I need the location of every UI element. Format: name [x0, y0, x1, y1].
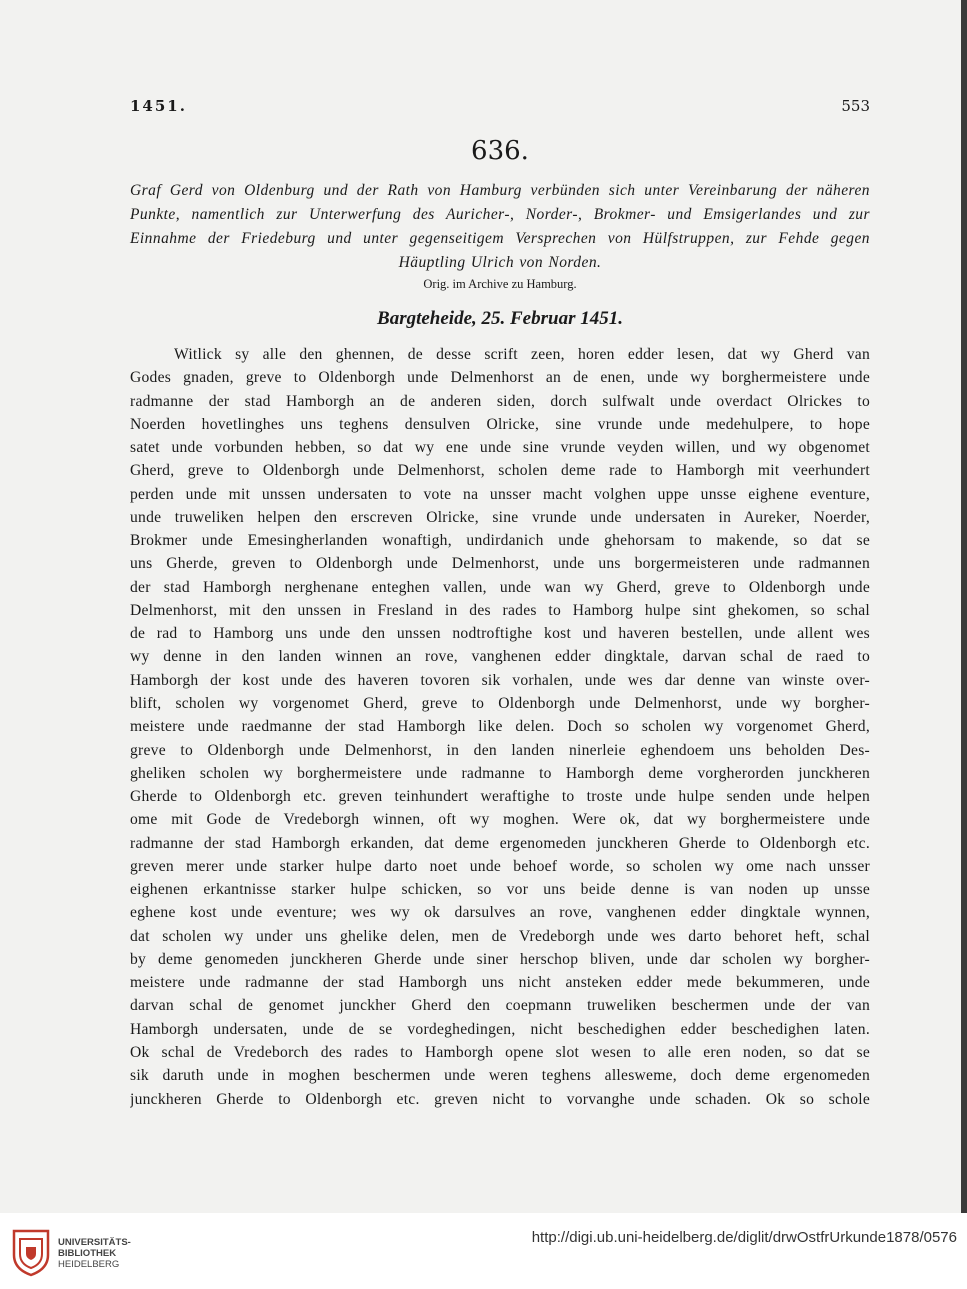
document-body: [130, 343, 870, 1111]
date-line: Bargteheide, 25. Februar 1451.: [377, 308, 623, 329]
library-name[interactable]: [58, 1237, 131, 1270]
page-number: 553: [841, 97, 870, 115]
page-header: [130, 97, 870, 117]
text-line: meistere unde raedmanne der stad Hamborgh like delen. Doch so scholen wy vorgenomet Gherd,: [130, 718, 870, 736]
text-line: ome mit Gode de Vredeborgh winnen, oft wy moghen. Were ok, dat wy borghermeistere unde: [130, 811, 870, 829]
text-line: Gherd, greve to Oldenborgh unde Delmenhorst, scholen deme rade to Hamborgh mit veerhundert: [130, 462, 870, 480]
text-line: de rad to Hamborg uns unde den unssen nodtroftighe kost und haveren bestellen, unde allent wes: [130, 625, 870, 643]
text-line: radmanne der stad Hamborgh an de anderen siden, dorch sulfwalt unde overdact Olrickes to: [130, 392, 870, 410]
text-line: meistere unde radmanne der stad Hamborgh uns nicht ansteken edder mede bekummeren, unde: [130, 974, 870, 992]
text-line: blift, scholen wy vorgenomet Gherd, greve to Oldenborgh unde Delmenhorst, unde wy borgher-: [130, 694, 870, 712]
text-line: Noerden hovetlinghes uns teghens densulven Olricke, sine vrunde unde medehulpere, to hope: [130, 415, 870, 433]
text-line: greve to Oldenborgh unde Delmenhorst, in den landen ninerleie eghendoem uns beholden Des-: [130, 741, 870, 759]
footer-bar: [0, 1213, 967, 1289]
text-line: radmanne der stad Hamborgh erkanden, dat deme ergenomeden junckheren Gherde to Oldenborgh etc.: [130, 834, 870, 852]
text-line: dat scholen wy under uns ghelike delen, men de Vredeborgh unde wes darto behoret heft, schal: [130, 927, 870, 945]
scan-edge: [961, 0, 967, 1213]
text-line: der stad Hamborgh nerghenane enteghen vallen, unde wan wy Gherd, greve to Oldenborgh unde: [130, 578, 870, 596]
text-line: perden unde mit unssen undersaten to vote na unsser macht volghen uppe unsse eighene eventure,: [130, 485, 870, 503]
text-line: Ok schal de Vredeborch des rades to Hamborgh opene slot wesen to alle eren noden, so dat se: [130, 1043, 870, 1061]
text-line: sik daruth unde in moghen beschermen unde weren teghens allesweme, doch deme ergenomeden: [130, 1067, 870, 1085]
library-name-line-2: BIBLIOTHEK: [58, 1248, 117, 1259]
text-line: Delmenhorst, mit den unssen in Fresland in des rades to Hamborg hulpe sint ghekomen, so schal: [130, 601, 870, 619]
regest-summary: Graf Gerd von Oldenburg und der Rath von Hamburg verbünden sich unter Vereinbarung der näheren Punkte, namentlich zur Unterwerfung des Auricher-, Norder-, Brokmer- und Emsigerlandes und zur Einnahme der Friedeburg und unter gegenseitigem Versprechen von Hülfstruppen, zur Fehde gegen Häuptling Ulrich von Norden.: [130, 182, 870, 271]
text-line: Brokmer unde Emesingherlanden wonaftigh, undirdanich unde ghehorsam to makende, so dat se: [130, 532, 870, 550]
text-line: eighenen erkantnisse starker hulpe schicken, so vor uns beide denne is van noden up unsse: [130, 881, 870, 899]
text-line: greven merer unde starker hulpe darto noet unde behoef worde, so scholen wy ome nach unsser: [130, 857, 870, 875]
text-line: Gherde to Oldenborgh etc. greven teinhundert weraftighe to troste unde hulpe senden unde helpen: [130, 788, 870, 806]
source-note: Orig. im Archive zu Hamburg.: [423, 277, 577, 291]
text-line: uns Gherde, greven to Oldenborgh unde Delmenhorst, unde uns borgermeisteren unde radmannen: [130, 555, 870, 573]
permalink-url[interactable]: http://digi.ub.uni-heidelberg.de/diglit/drwOstfrUrkunde1878/0576: [531, 1229, 957, 1246]
running-year: 1451.: [130, 97, 187, 115]
text-line: eghene kost unde eventure; wes wy ok darsulves an rove, vanghenen edder dingktale wynnen,: [130, 904, 870, 922]
text-line: satet unde vorbunden hebben, so dat wy ene unde sine vrunde veyden willen, und wy obgenomet: [130, 439, 870, 457]
text-line: wy denne in den landen winnen an rove, vanghenen edder dingktale, darvan schal de raed to: [130, 648, 870, 666]
text-line: by deme genomeden junckheren Gherde unde siner herschop bliven, unde dar scholen wy borgher-: [130, 950, 870, 968]
text-line: darvan schal de genomet junckher Gherd den coepmann truweliken beschermen unde der van: [130, 997, 870, 1015]
library-name-line-3: HEIDELBERG: [58, 1259, 120, 1270]
text-line: Hamborgh undersaten, unde de se vordeghedingen, nicht beschedighen edder beschedighen laten.: [130, 1020, 870, 1038]
library-name-line-1: UNIVERSITÄTS-: [58, 1237, 131, 1248]
text-line: gheliken scholen wy borghermeistere unde radmanne to Hamborgh deme vorgherorden junckheren: [130, 764, 870, 782]
text-line: Witlick sy alle den ghennen, de desse scrift zeen, horen edder lesen, dat wy Gherd van: [174, 346, 870, 363]
text-line: junckheren Gherde to Oldenborgh etc. greven nicht to vorvanghe unde schaden. Ok so schole: [130, 1090, 870, 1108]
university-seal-icon[interactable]: [8, 1227, 54, 1277]
text-line: Godes gnaden, greve to Oldenborgh unde Delmenhorst an de enen, unde wy borghermeistere unde: [130, 369, 870, 387]
document-number: 636.: [471, 136, 529, 166]
text-line: unde truweliken helpen den erscreven Olricke, sine vrunde unde undersaten in Aureker, Noerder,: [130, 508, 870, 526]
text-line: Hamborgh der kost unde des haveren tovoren sik vorhalen, unde wes dar denne van winste over-: [130, 671, 870, 689]
